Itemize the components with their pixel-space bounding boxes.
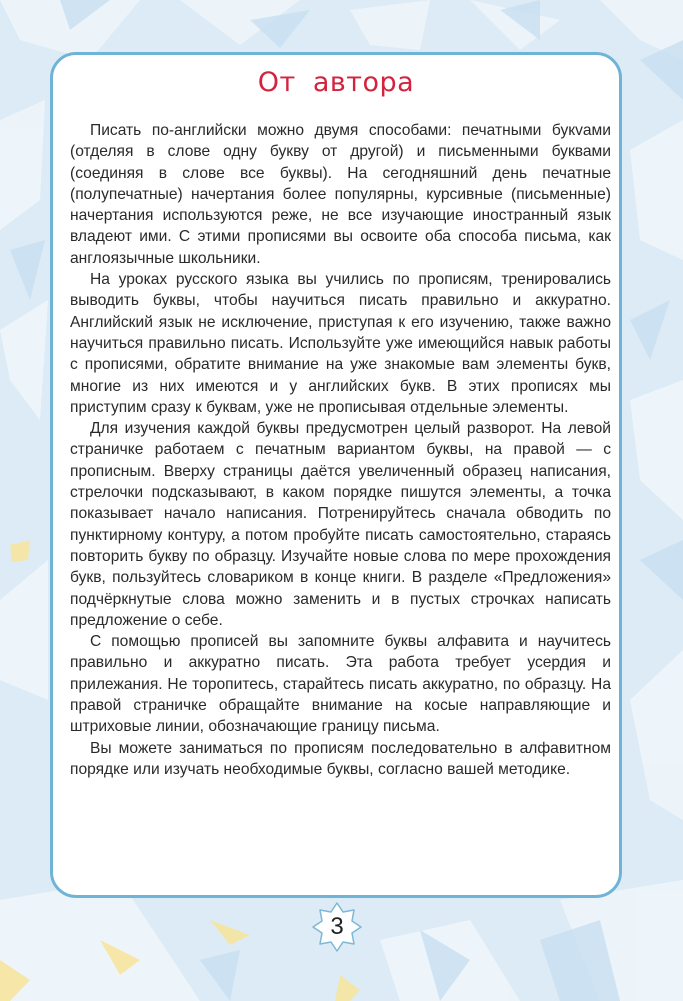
page-number-badge (312, 902, 362, 952)
author-note-card (50, 52, 622, 898)
paragraph: С помощью прописей вы запомните буквы алфавита и научитесь правильно и аккуратно писать. Эта работа требует усердия и прилежания. Не торопитесь, старайтесь писать аккуратно, по образцу. На правой страничке обращайте внимание на косые направляющие и штриховые линии, обозначающие границу письма. (70, 633, 611, 736)
paragraph: Для изучения каждой буквы предусмотрен целый разворот. На левой страничке работаем с печатным вариантом буквы, на правой — с прописным. Вверху страницы даётся увеличенный образец написания, стрелочки подсказывают, в каком порядке пишутся элементы, а точка показывает начало написания. Потренируйтесь сначала обводить по пунктирному контуру, а потом пробуйте писать самостоятельно, стараясь повторить букву по образцу. Изучайте новые слова по мере прохождения букв, пользуйтесь словариком в конце книги. В разделе «Предложения» подчёркнутые слова можно заменить и в пустых строчках написать предложение о себе. (70, 420, 611, 629)
page-number: 3 (330, 913, 344, 940)
author-note-body (70, 120, 611, 780)
paragraph: Писать по-английски можно двумя способами: печатными букvами (отделяя в слове одну букву от другой) и письменными буквами (соединяя в слове все буквы). На сегодняшний день печатные (полупечатные) начертания более популярны, курсивные (письменные) начертания используются реже, не все изучающие иностранный язык владеют ими. С этими прописями вы освоите оба способа письма, как англоязычные школьники. (70, 122, 611, 267)
paragraph: Вы можете заниматься по прописям последовательно в алфавитном порядке или изучать необходимые буквы, согласно вашей методике. (70, 739, 611, 778)
page-title: От автора (257, 67, 415, 98)
paragraph: На уроках русского языка вы учились по прописям, тренировались выводить буквы, чтобы научиться писать правильно и аккуратно. Английский язык не исключение, приступая к его изучению, также важно научиться правильно писать. Используйте уже имеющийся навык работы с прописями, обратите внимание на уже знакомые вам элементы букв, многие из них имеются и у английских букв. В этих прописях мы приступим сразу к буквам, уже не прописывая отдельные элементы. (70, 271, 611, 416)
